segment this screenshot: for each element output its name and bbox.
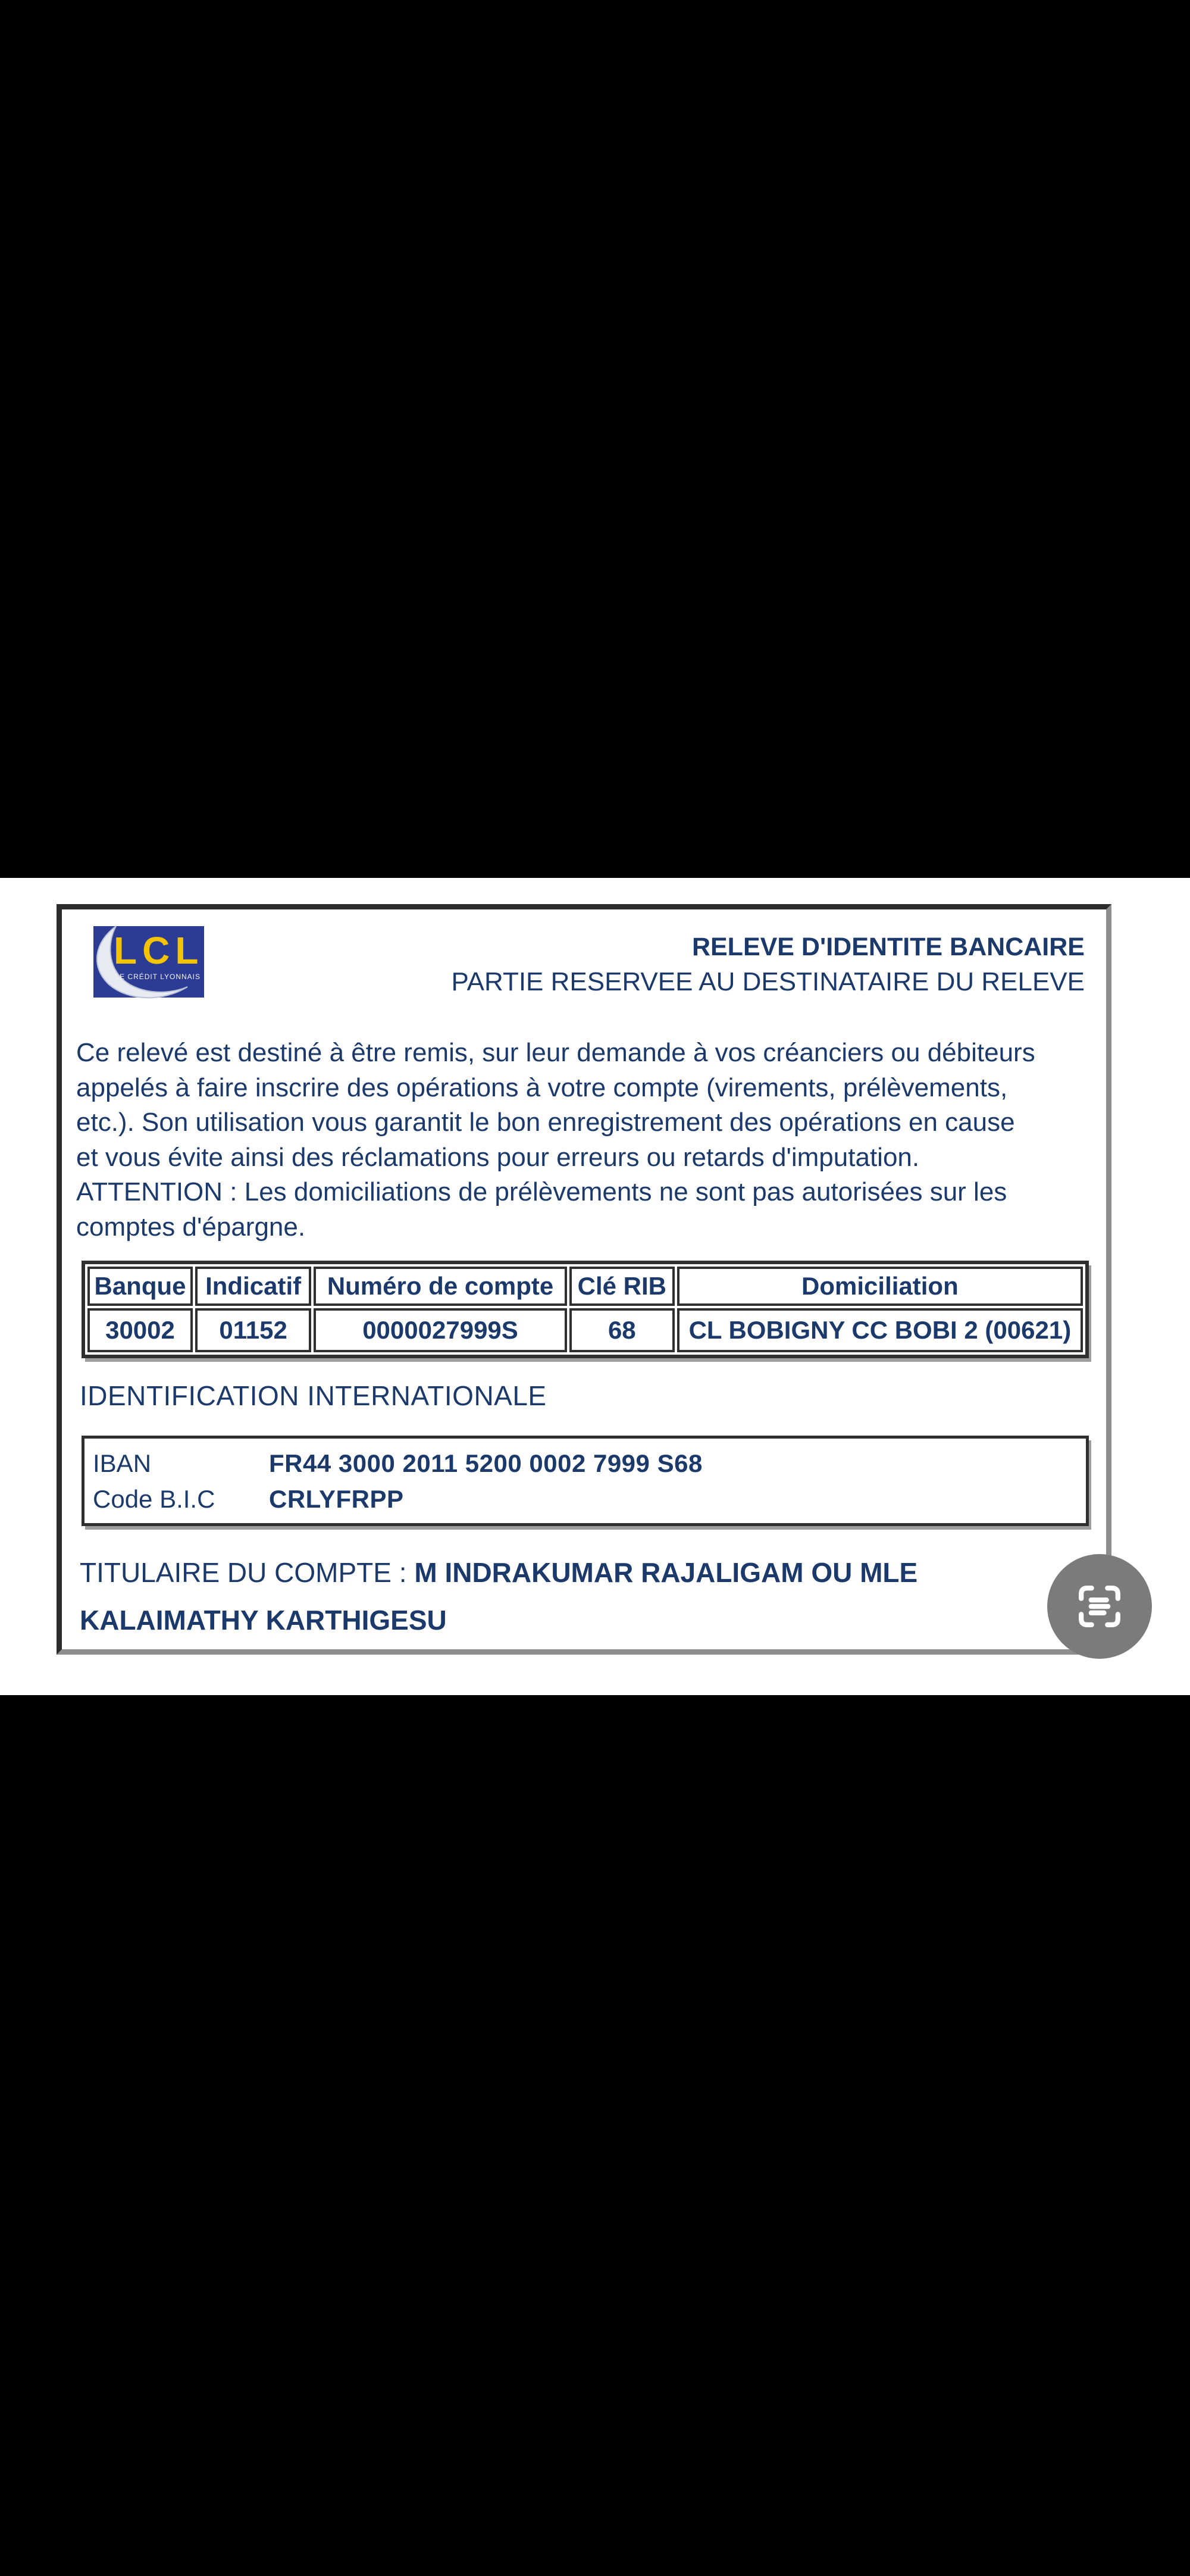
rib-table-value-cell: 0000027999S [314,1308,567,1352]
document-header [452,932,1085,998]
rib-table-value-cell: 68 [569,1308,675,1352]
intro-line: Ce relevé est destiné à être remis, sur leur demande à vos créanciers ou débiteurs [76,1038,1035,1067]
rib-table [82,1261,1089,1358]
rib-table-header-cell: Clé RIB [569,1267,675,1306]
rib-table-value-cell: CL BOBIGNY CC BOBI 2 (00621) [677,1308,1083,1352]
international-id-row [84,1446,1086,1481]
lcl-logo [93,926,204,998]
account-holder-name: M INDRAKUMAR RAJALIGAM OU MLE KALAIMATHY KARTHIGESU [80,1557,918,1636]
scan-document-button[interactable] [1047,1554,1152,1659]
intro-paragraph [76,1036,1106,1245]
rib-table-header-cell: Banque [87,1267,193,1306]
document-viewer-area [0,878,1190,1695]
rib-table-value-cell: 30002 [87,1308,193,1352]
logo-text: LCL [114,929,204,972]
document-title: RELEVE D'IDENTITE BANCAIRE [691,933,1085,961]
account-holder [80,1549,1067,1644]
field-label: IBAN [93,1449,152,1477]
scan-document-icon [1070,1577,1129,1636]
international-section-title: IDENTIFICATION INTERNATIONALE [80,1380,547,1411]
intro-line: ATTENTION : Les domiciliations de prélèvements ne sont pas autorisées sur les [76,1177,1007,1206]
rib-table-header-row [87,1267,1083,1306]
account-holder-label: TITULAIRE DU COMPTE : [80,1557,407,1588]
rib-table-value-cell: 01152 [195,1308,311,1352]
rib-table-header-cell: Indicatif [195,1267,311,1306]
rib-table-header-cell: Numéro de compte [314,1267,567,1306]
rib-document [57,904,1111,1655]
field-value: FR44 3000 2011 5200 0002 7999 S68 [269,1449,703,1477]
field-label: Code B.I.C [93,1485,215,1513]
intro-line: et vous évite ainsi des réclamations pour erreurs ou retards d'imputation. [76,1142,920,1172]
rib-table-value-row [87,1308,1083,1352]
intro-line: appelés à faire inscrire des opérations à votre compte (virements, prélèvements, [76,1073,1008,1102]
rib-table-header-cell: Domiciliation [677,1267,1083,1306]
field-value: CRLYFRPP [269,1485,404,1513]
document-subtitle: PARTIE RESERVEE AU DESTINATAIRE DU RELEVE [451,967,1085,996]
logo-subtext: LE CRÉDIT LYONNAIS [115,973,201,981]
international-id-box [82,1436,1089,1526]
international-id-row [84,1481,1086,1517]
intro-line: etc.). Son utilisation vous garantit le bon enregistrement des opérations en cause [76,1108,1015,1137]
intro-line: comptes d'épargne. [76,1212,306,1242]
